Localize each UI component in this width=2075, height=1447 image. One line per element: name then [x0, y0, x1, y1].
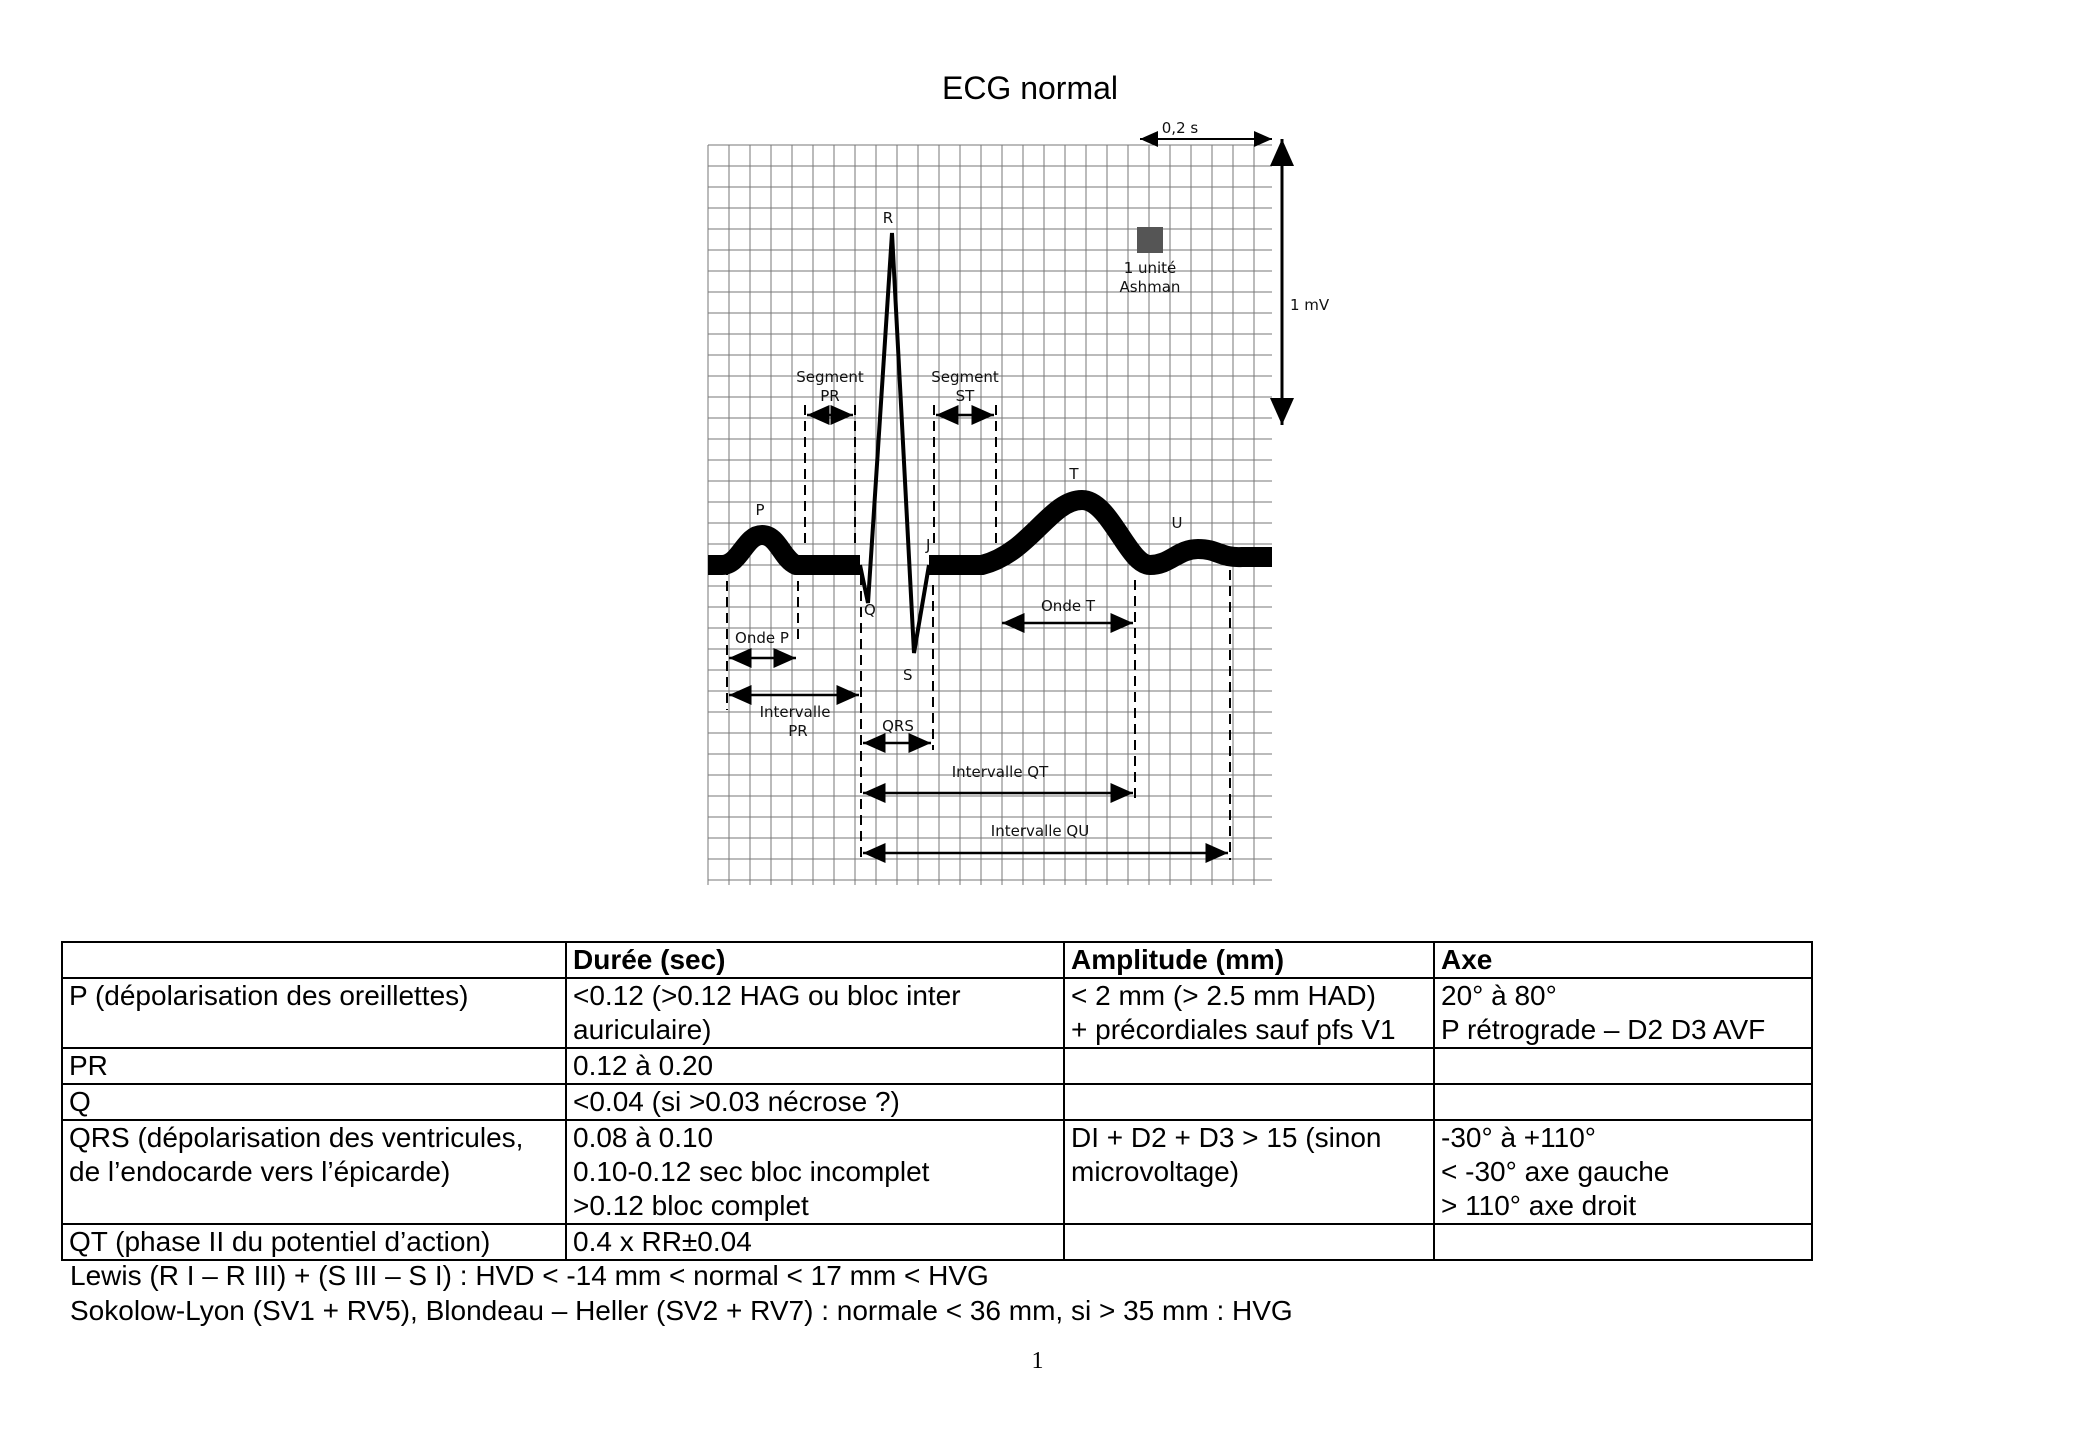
table-row	[62, 1048, 1812, 1084]
cell-text: 0.08 à 0.10	[573, 1122, 714, 1153]
cell-text: microvoltage)	[1071, 1156, 1240, 1187]
scale-time-label: 0,2 s	[1161, 119, 1199, 137]
cell-text: QT (phase II du potentiel d’action)	[69, 1226, 491, 1257]
table-cell-param	[62, 978, 566, 1048]
cell-text: <0.12 (>0.12 HAG ou bloc inter	[573, 980, 961, 1011]
table-cell-duree	[566, 1048, 1064, 1084]
table-cell-amplitude	[1064, 978, 1434, 1048]
cell-text: auriculaire)	[573, 1014, 712, 1045]
table-cell-duree	[566, 1084, 1064, 1120]
table-header-cell: Durée (sec)	[566, 942, 1064, 978]
ecg-trace	[708, 535, 860, 565]
table-header-row	[62, 942, 1812, 978]
cell-text: DI + D2 + D3 > 15 (sinon	[1071, 1122, 1382, 1153]
table-cell-axe	[1434, 1120, 1812, 1224]
intervalle-pr-label-1: Intervalle	[759, 703, 831, 721]
table-cell-duree	[566, 1224, 1064, 1260]
table-cell-amplitude	[1064, 1048, 1434, 1084]
table-row	[62, 1120, 1812, 1224]
cell-text: PR	[69, 1050, 108, 1081]
intervalle-qt-label: Intervalle QT	[951, 763, 1049, 781]
table-cell-amplitude	[1064, 1084, 1434, 1120]
table-cell-duree	[566, 1120, 1064, 1224]
cell-text: >0.12 bloc complet	[573, 1190, 809, 1221]
page-number: 1	[1031, 1348, 1044, 1374]
ecg-qrs-complex	[860, 233, 929, 653]
cell-text: + précordiales sauf pfs V1	[1071, 1014, 1396, 1045]
intervalle-pr-label-2: PR	[788, 722, 808, 740]
table-row	[62, 978, 1812, 1048]
wave-t-label: T	[1069, 465, 1079, 483]
table-cell-duree	[566, 978, 1064, 1048]
intervalle-qu-label: Intervalle QU	[990, 822, 1090, 840]
table-header-cell	[62, 942, 566, 978]
table-row	[62, 1224, 1812, 1260]
segment-st-label-2: ST	[955, 387, 975, 405]
notes	[70, 1258, 1293, 1328]
wave-q-label: Q	[864, 601, 876, 619]
table-cell-amplitude	[1064, 1120, 1434, 1224]
cell-text: > 110° axe droit	[1441, 1190, 1637, 1221]
segment-st-label-1: Segment	[931, 368, 999, 386]
cell-text: <0.04 (si >0.03 nécrose ?)	[573, 1086, 900, 1117]
page-title: ECG normal	[941, 70, 1119, 106]
table-cell-axe	[1434, 1224, 1812, 1260]
table-row	[62, 1084, 1812, 1120]
wave-u-label: U	[1171, 514, 1183, 532]
table-header-cell: Axe	[1434, 942, 1812, 978]
cell-text: Q	[69, 1086, 91, 1117]
table-cell-param	[62, 1048, 566, 1084]
cell-text: < 2 mm (> 2.5 mm HAD)	[1071, 980, 1376, 1011]
cell-text: de l’endocarde vers l’épicarde)	[69, 1156, 451, 1187]
wave-j-label: J	[926, 536, 931, 554]
table-cell-param	[62, 1084, 566, 1120]
qrs-label: QRS	[882, 717, 914, 735]
cell-text: P (dépolarisation des oreillettes)	[69, 980, 469, 1011]
table-cell-axe	[1434, 1048, 1812, 1084]
ashman-unit-square	[1137, 227, 1163, 253]
wave-r-label: R	[882, 209, 894, 227]
ecg-parameters-table	[61, 941, 1813, 1261]
ashman-label-2: Ashman	[1119, 278, 1181, 296]
onde-t-label: Onde T	[1041, 597, 1095, 615]
table-cell-amplitude	[1064, 1224, 1434, 1260]
table-cell-param	[62, 1224, 566, 1260]
segment-pr-label-2: PR	[820, 387, 840, 405]
cell-text: -30° à +110°	[1441, 1122, 1596, 1153]
cell-text: 0.4 x RR±0.04	[573, 1226, 752, 1257]
table-cell-axe	[1434, 978, 1812, 1048]
wave-p-label: P	[755, 501, 765, 519]
table-cell-axe	[1434, 1084, 1812, 1120]
note-line: Lewis (R I – R III) + (S III – S I) : HVD < -14 mm < normal < 17 mm < HVG	[70, 1260, 989, 1291]
cell-text: 20° à 80°	[1441, 980, 1557, 1011]
wave-s-label: S	[903, 666, 913, 684]
segment-pr-label-1: Segment	[796, 368, 864, 386]
ecg-trace-st-t-u	[929, 500, 1272, 565]
cell-text: P rétrograde – D2 D3 AVF	[1441, 1014, 1766, 1045]
cell-text: QRS (dépolarisation des ventricules,	[69, 1122, 524, 1153]
scale-voltage-label: 1 mV	[1290, 296, 1330, 314]
note-line: Sokolow-Lyon (SV1 + RV5), Blondeau – Heller (SV2 + RV7) : normale < 36 mm, si > 35 mm : HVG	[70, 1295, 1293, 1326]
table-cell-param	[62, 1120, 566, 1224]
cell-text: 0.12 à 0.20	[573, 1050, 714, 1081]
ashman-label-1: 1 unité	[1123, 259, 1177, 277]
table-header-cell: Amplitude (mm)	[1064, 942, 1434, 978]
ecg-diagram	[700, 119, 1330, 905]
cell-text: 0.10-0.12 sec bloc incomplet	[573, 1156, 930, 1187]
onde-p-label: Onde P	[735, 629, 789, 647]
cell-text: < -30° axe gauche	[1441, 1156, 1670, 1187]
